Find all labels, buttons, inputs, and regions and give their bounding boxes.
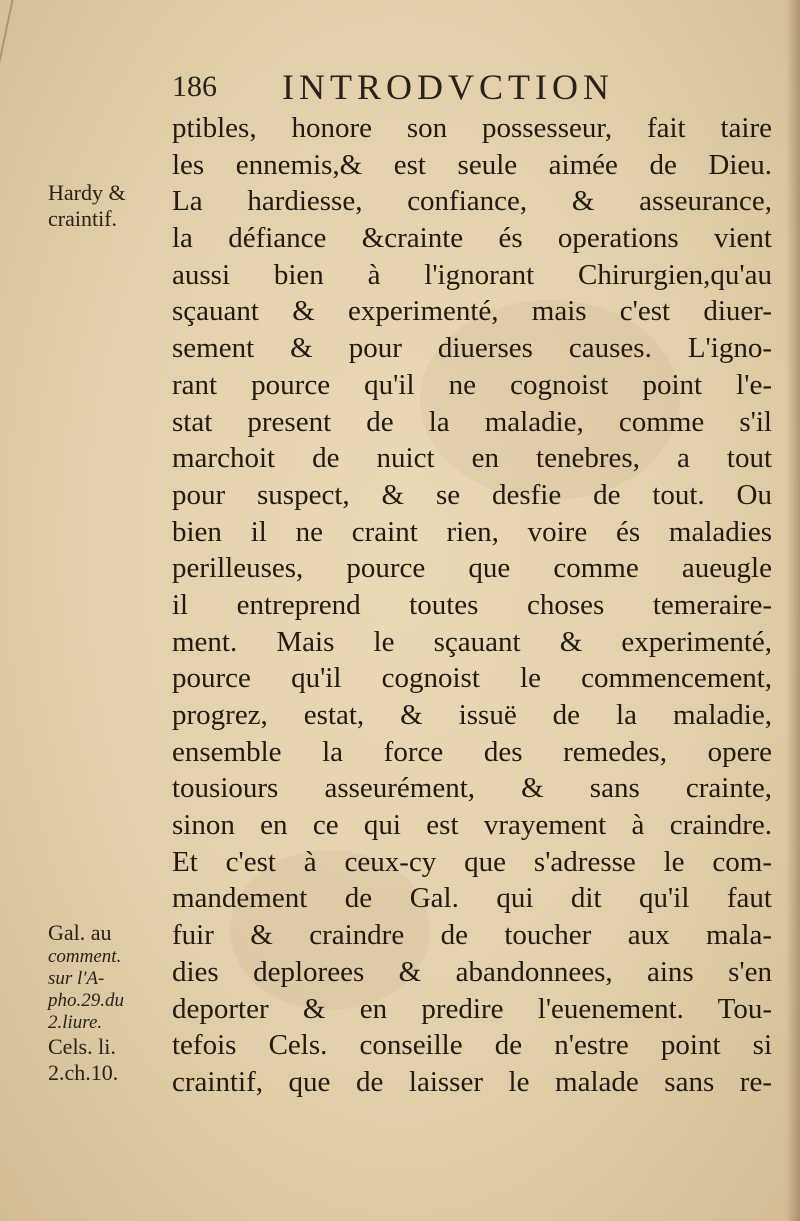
- page-header-title: INTRODVCTION: [282, 67, 614, 107]
- text-line: ptibles, honore son possesseur, fait taire: [172, 112, 772, 144]
- text-line: fuir & craindre de toucher aux mala-: [172, 919, 772, 952]
- text-line: progrez, estat, & issuë de la maladie,: [172, 699, 772, 731]
- text-line: ment. Mais le sçauant & experimenté,: [172, 625, 772, 658]
- margin-note-line: comment.: [48, 946, 122, 967]
- page-corner-mark: [0, 0, 54, 90]
- page-number: 186: [172, 70, 217, 103]
- margin-note-line: 2.ch.10.: [48, 1060, 119, 1085]
- text-line: dies deplorees & abandonnees, ains s'en: [172, 955, 772, 988]
- text-line: pource qu'il cognoist le commencement,: [172, 662, 772, 695]
- text-line: tefois Cels. conseille de n'estre point si: [172, 1029, 772, 1062]
- text-line: sement & pour diuerses causes. L'igno-: [172, 332, 772, 365]
- text-line: les ennemis,& est seule aimée de Dieu.: [172, 148, 772, 181]
- text-line: la défiance &crainte és operations vient: [172, 222, 772, 255]
- text-line: Et c'est à ceux-cy que s'adresse le com-: [172, 845, 772, 878]
- text-line: sinon en ce qui est vrayement à craindre.: [172, 809, 772, 842]
- text-line: mandement de Gal. qui dit qu'il faut: [172, 882, 772, 915]
- text-line: marchoit de nuict en tenebres, a tout: [172, 442, 772, 475]
- margin-note-hardy: [48, 180, 168, 232]
- text-line: il entreprend toutes choses temeraire-: [172, 588, 772, 621]
- text-line: deporter & en predire l'euenement. Tou-: [172, 992, 772, 1025]
- body-text: [172, 110, 772, 1101]
- text-line: La hardiesse, confiance, & asseurance,: [172, 185, 772, 218]
- running-head: [172, 66, 772, 110]
- text-line: bien il ne craint rien, voire és maladies: [172, 515, 772, 548]
- margin-note-galen-celsus: [48, 920, 168, 1086]
- text-line: ensemble la force des remedes, opere: [172, 735, 772, 768]
- text-line: perilleuses, pource que comme aueugle: [172, 552, 772, 585]
- margin-note-line: pho.29.du: [48, 990, 124, 1011]
- text-line: sçauant & experimenté, mais c'est diuer-: [172, 295, 772, 328]
- margin-note-line: 2.liure.: [48, 1012, 103, 1033]
- text-line: pour suspect, & se desfie de tout. Ou: [172, 478, 772, 511]
- page-edge-shadow: [786, 0, 800, 1221]
- margin-note-line: Hardy &: [48, 180, 126, 205]
- text-line: stat present de la maladie, comme s'il: [172, 405, 772, 438]
- margin-note-line: sur l'A-: [48, 968, 105, 989]
- text-line: tousiours asseurément, & sans crainte,: [172, 772, 772, 805]
- margin-note-line: Cels. li.: [48, 1034, 116, 1059]
- text-line: craintif, que de laisser le malade sans re-: [172, 1065, 772, 1098]
- margin-note-line: Gal. au: [48, 920, 112, 945]
- text-line: rant pource qu'il ne cognoist point l'e-: [172, 368, 772, 401]
- margin-note-line: craintif.: [48, 206, 118, 231]
- text-line: aussi bien à l'ignorant Chirurgien,qu'au: [172, 258, 772, 291]
